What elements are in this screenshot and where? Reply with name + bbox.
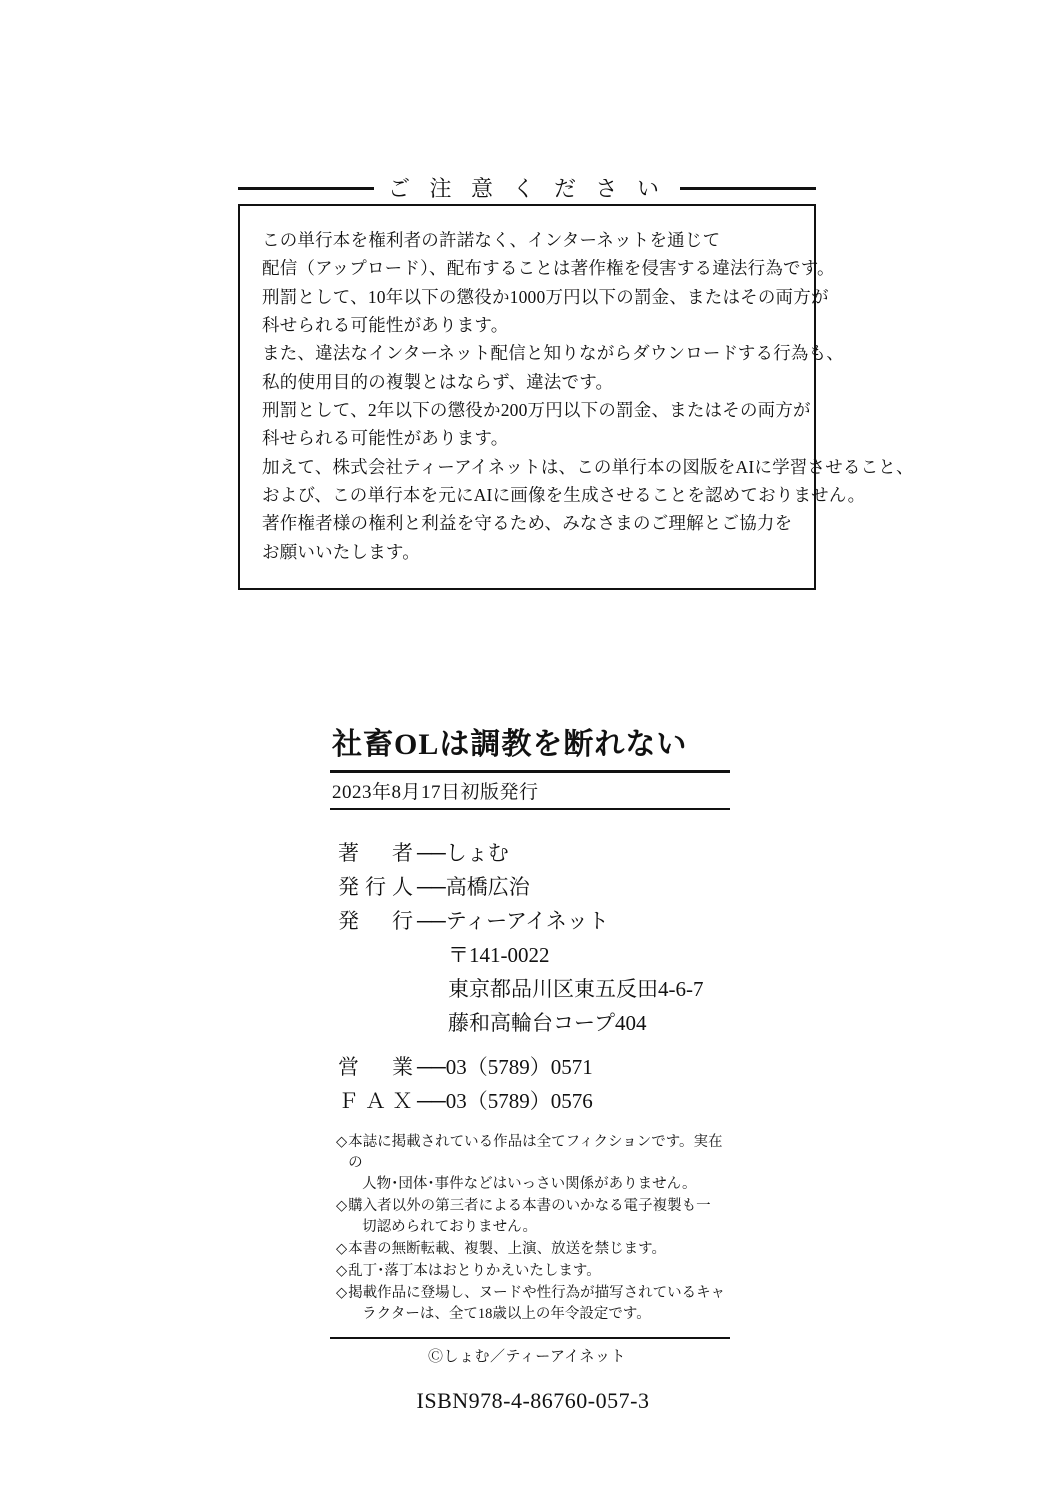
notice-heading-rule-right bbox=[680, 187, 816, 190]
book-title: 社畜OLは調教を断れない bbox=[332, 728, 688, 761]
notice-line: 科せられる可能性があります。 bbox=[262, 428, 509, 449]
credit-dash: ── bbox=[417, 908, 445, 933]
note-text bbox=[348, 1196, 730, 1238]
legal-note bbox=[336, 1261, 730, 1282]
notice-block bbox=[238, 175, 914, 590]
credit-row-author bbox=[338, 836, 730, 870]
copyright-line: Ⓒしょむ／ティーアイネット bbox=[427, 1348, 627, 1365]
note-text-continuation: 切認められておりません。 bbox=[362, 1218, 538, 1235]
credit-dash: ── bbox=[417, 874, 445, 899]
credit-label: 発 行 bbox=[338, 908, 419, 933]
contact-value: 03（5789）0571 bbox=[445, 1054, 593, 1079]
note-bullet-icon: ◇ bbox=[336, 1284, 348, 1301]
legal-note bbox=[336, 1196, 730, 1238]
notice-line: 科せられる可能性があります。 bbox=[262, 315, 509, 336]
publisher-address-line-1: 東京都品川区東五反田4-6-7 bbox=[448, 976, 704, 1001]
contact-row-fax bbox=[338, 1084, 730, 1118]
contacts-list bbox=[338, 1050, 730, 1118]
contact-label: ＦＡＸ bbox=[338, 1088, 419, 1113]
note-bullet-icon: ◇ bbox=[336, 1240, 348, 1257]
notice-line: 配信（アップロード）、配布することは著作権を侵害する違法行為です。 bbox=[262, 258, 835, 279]
colophon-block bbox=[330, 726, 730, 1414]
title-divider bbox=[330, 770, 730, 773]
publication-date: 2023年8月17日初版発行 bbox=[332, 781, 539, 803]
note-text-continuation: 人物･団体･事件などはいっさい関係がありません。 bbox=[362, 1175, 697, 1192]
notice-line: お願いいたします。 bbox=[262, 541, 420, 562]
note-text bbox=[348, 1283, 730, 1325]
legal-note bbox=[336, 1239, 730, 1260]
notice-line: また、違法なインターネット配信と知りながらダウンロードする行為も、 bbox=[262, 343, 844, 364]
publisher-address-line-2: 藤和高輪台コープ404 bbox=[448, 1010, 647, 1035]
credit-value: 高橋広治 bbox=[445, 874, 530, 899]
note-text-continuation: ラクターは、全て18歳以上の年令設定です。 bbox=[362, 1305, 651, 1322]
colophon-bottom-divider bbox=[330, 1337, 730, 1339]
credit-row-publisher-person bbox=[338, 870, 730, 904]
publication-date-divider bbox=[330, 808, 730, 810]
legal-note bbox=[336, 1283, 730, 1325]
notice-line: 著作権者様の権利と利益を守るため、みなさまのご理解とご協力を bbox=[262, 513, 793, 534]
notice-line: 刑罰として、10年以下の懲役か1000万円以下の罰金、またはその両方が bbox=[262, 286, 829, 307]
note-text bbox=[348, 1132, 730, 1195]
notice-line: 刑罰として、2年以下の懲役か200万円以下の罰金、またはその両方が bbox=[262, 400, 811, 421]
note-text-line: 本誌に掲載されている作品は全てフィクションです。実在の bbox=[348, 1133, 723, 1171]
note-text-line: 購入者以外の第三者による本書のいかなる電子複製も一 bbox=[348, 1197, 711, 1214]
contact-dash: ── bbox=[417, 1088, 445, 1113]
credit-value: ティーアイネット bbox=[445, 908, 609, 933]
note-bullet-icon: ◇ bbox=[336, 1197, 348, 1214]
notice-line: および、この単行本を元にAIに画像を生成させることを認めておりません。 bbox=[262, 485, 866, 506]
credit-label: 発行人 bbox=[338, 874, 419, 899]
notice-heading bbox=[238, 175, 816, 201]
note-bullet-icon: ◇ bbox=[336, 1262, 348, 1279]
notice-line: この単行本を権利者の許諾なく、インターネットを通じて bbox=[262, 230, 721, 250]
credits-list bbox=[338, 836, 730, 938]
notice-line: 私的使用目的の複製とはならず、違法です。 bbox=[262, 371, 614, 392]
notice-heading-label: ご 注 意 く だ さ い bbox=[388, 175, 667, 201]
contact-dash: ── bbox=[417, 1054, 445, 1079]
contact-value: 03（5789）0576 bbox=[445, 1088, 593, 1113]
contact-row-sales bbox=[338, 1050, 730, 1084]
contact-label: 営 業 bbox=[338, 1054, 419, 1079]
notice-heading-rule-left bbox=[238, 187, 374, 190]
note-text-line: 本書の無断転載、複製、上演、放送を禁じます。 bbox=[348, 1240, 666, 1257]
legal-note bbox=[336, 1132, 730, 1195]
credit-label: 著 者 bbox=[338, 840, 419, 865]
credit-value: しょむ bbox=[445, 840, 509, 865]
credit-dash: ── bbox=[417, 840, 445, 865]
credit-row-publisher bbox=[338, 904, 730, 938]
publisher-postal-code: 〒141-0022 bbox=[448, 942, 550, 967]
note-bullet-icon: ◇ bbox=[336, 1133, 348, 1150]
notice-body bbox=[238, 204, 914, 590]
note-text-line: 乱丁･落丁本はおとりかえいたします。 bbox=[348, 1262, 601, 1279]
note-text bbox=[348, 1261, 730, 1282]
legal-notes-list bbox=[336, 1132, 730, 1325]
isbn-line: ISBN978-4-86760-057-3 bbox=[416, 1387, 650, 1413]
notice-line: 加えて、株式会社ティーアイネットは、この単行本の図版をAIに学習させること、 bbox=[262, 456, 914, 477]
note-text-line: 掲載作品に登場し、ヌードや性行為が描写されているキャ bbox=[348, 1284, 726, 1301]
note-text bbox=[348, 1239, 730, 1260]
